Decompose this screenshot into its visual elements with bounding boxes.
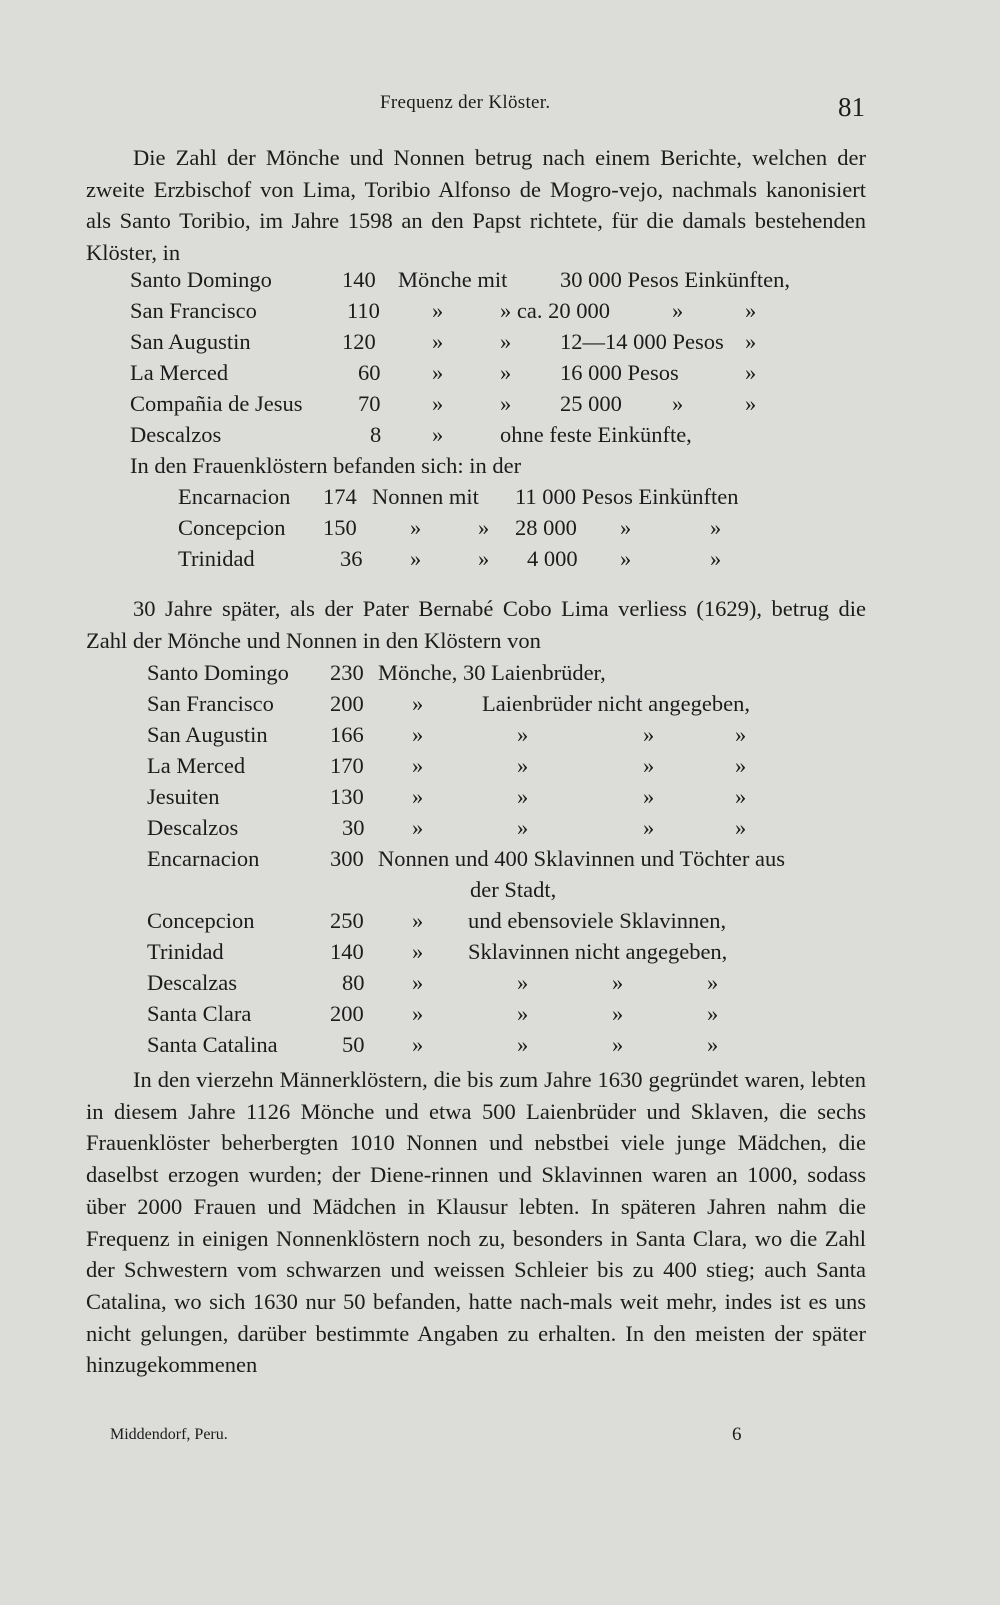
later-paragraph: 30 Jahre später, als der Pater Bernabé Cobo Lima verliess (1629), betrug die Zahl der Mönche und Nonnen in den Klöstern von [86, 596, 866, 653]
frauen-intro: In den Frauenklöstern befanden sich: in der [130, 453, 522, 478]
closing-paragraph: In den vierzehn Männerklöstern, die bis zum Jahre 1630 gegründet waren, lebten in diesem Jahre 1126 Mönche und etwa 500 Laienbrüder und Sklaven, die sechs Frauenklöster beherbergten 1010 Nonnen und nebstbei viele junge Mädchen, die daselbst erzogen wurden; der Diene-rinnen und Sklavinnen waren an 1000, sodass über 2000 Frauen und Mädchen in Klausur lebten. In späteren Jahren nahm die Frequenz in einigen Nonnenklöstern noch zu, besonders in Santa Clara, wo die Zahl der Schwestern vom schwarzen und weissen Schleier bis zu 400 stieg; auch Santa Catalina, wo sich 1630 nur 50 befanden, hatte nach-mals weit mehr, indes ist es uns nicht gelungen, darüber bestimmte Angaben zu erhalten. In den meisten der später hinzugekommenen [86, 1067, 866, 1378]
footer-signature: Middendorf, Peru. [110, 1426, 228, 1443]
intro-paragraph: Die Zahl der Mönche und Nonnen betrug nach einem Berichte, welchen der zweite Erzbischof von Lima, Toribio Alfonso de Mogro-vejo, nachmals kanonisiert als Santo Toribio, im Jahre 1598 an den Papst richtete, für die damals bestehenden Klöster, in [86, 145, 866, 266]
footer-signature-number: 6 [732, 1424, 742, 1445]
book-page: Frequenz der Klöster. 81 Die Zahl der Mönche und Nonnen betrug nach einem Berichte, welchen der zweite Erzbischof von Lima, Toribio Alfonso de Mogro-vejo, nachmals kanonisiert als Santo Toribio, im Jahre 1598 an den Papst richtete, für die damals bestehenden Klöster, in Santo Domingo 140 Mönche mit 30 000 Pesos Einkünften, San Francisco 110 » » ca. 20 000 » » San Augustin 120 » » 12—14 000 Pesos » La Merced 60 » » 16 000 Pesos » Compañia de Jesus 70 » » 25 000 » » Descalzos 8 » ohne feste Einkünfte, In den Frauenklöstern befanden sich: in der Encarnacion 174 Nonnen mit 11 000 Pesos Einkünften Concepcion 150 » » 28 000 » » Trinidad 36 » » 4 000 » » 30 Jahre später, als der Pater Bernabé Cobo Lima verliess (1629), betrug die Zahl der Mönche und Nonnen in den Klöstern von Santo Domingo 230 Mönche, 30 Laienbrüder, San Francisco 200 » Laienbrüder nicht angegeben, San Augustin 166 » » » » La Merced 170 » » » » Jesuiten 130 » » » » Descalzos 30 » » » » Encarnacion 300 Nonnen und 400 Sklavinnen und Töchter aus der Stadt, Concepcion 250 » und ebensoviele Sklavinnen, Trinidad 140 » Sklavinnen nicht angegeben, Descalzas 80 » » » » Santa Clara 200 » » » » Santa Catalina 50 » » » » In den vierzehn Männerklöstern, die bis zum Jahre 1630 gegründet waren, lebten in diesem Jahre 1126 Mönche und etwa 500 Laienbrüder und Sklaven, die sechs Frauenklöster beherbergten 1010 Nonnen und nebstbei viele junge Mädchen, die daselbst erzogen wurden; der Diene-rinnen und Sklavinnen waren an 1000, sodass über 2000 Frauen und Mädchen in Klausur lebten. In späteren Jahren nahm die Frequenz in einigen Nonnenklöstern noch zu, besonders in Santa Clara, wo die Zahl der Schwestern vom schwarzen und weissen Schleier bis zu 400 stieg; auch Santa Catalina, wo sich 1630 nur 50 befanden, hatte nach-mals weit mehr, indes ist es uns nicht gelungen, darüber bestimmte Angaben zu erhalten. In den meisten der später hinzugekommenen Middendorf, Peru. 6 [86, 92, 866, 1445]
running-header: Frequenz der Klöster. [380, 92, 551, 113]
page-number: 81 [838, 92, 865, 122]
